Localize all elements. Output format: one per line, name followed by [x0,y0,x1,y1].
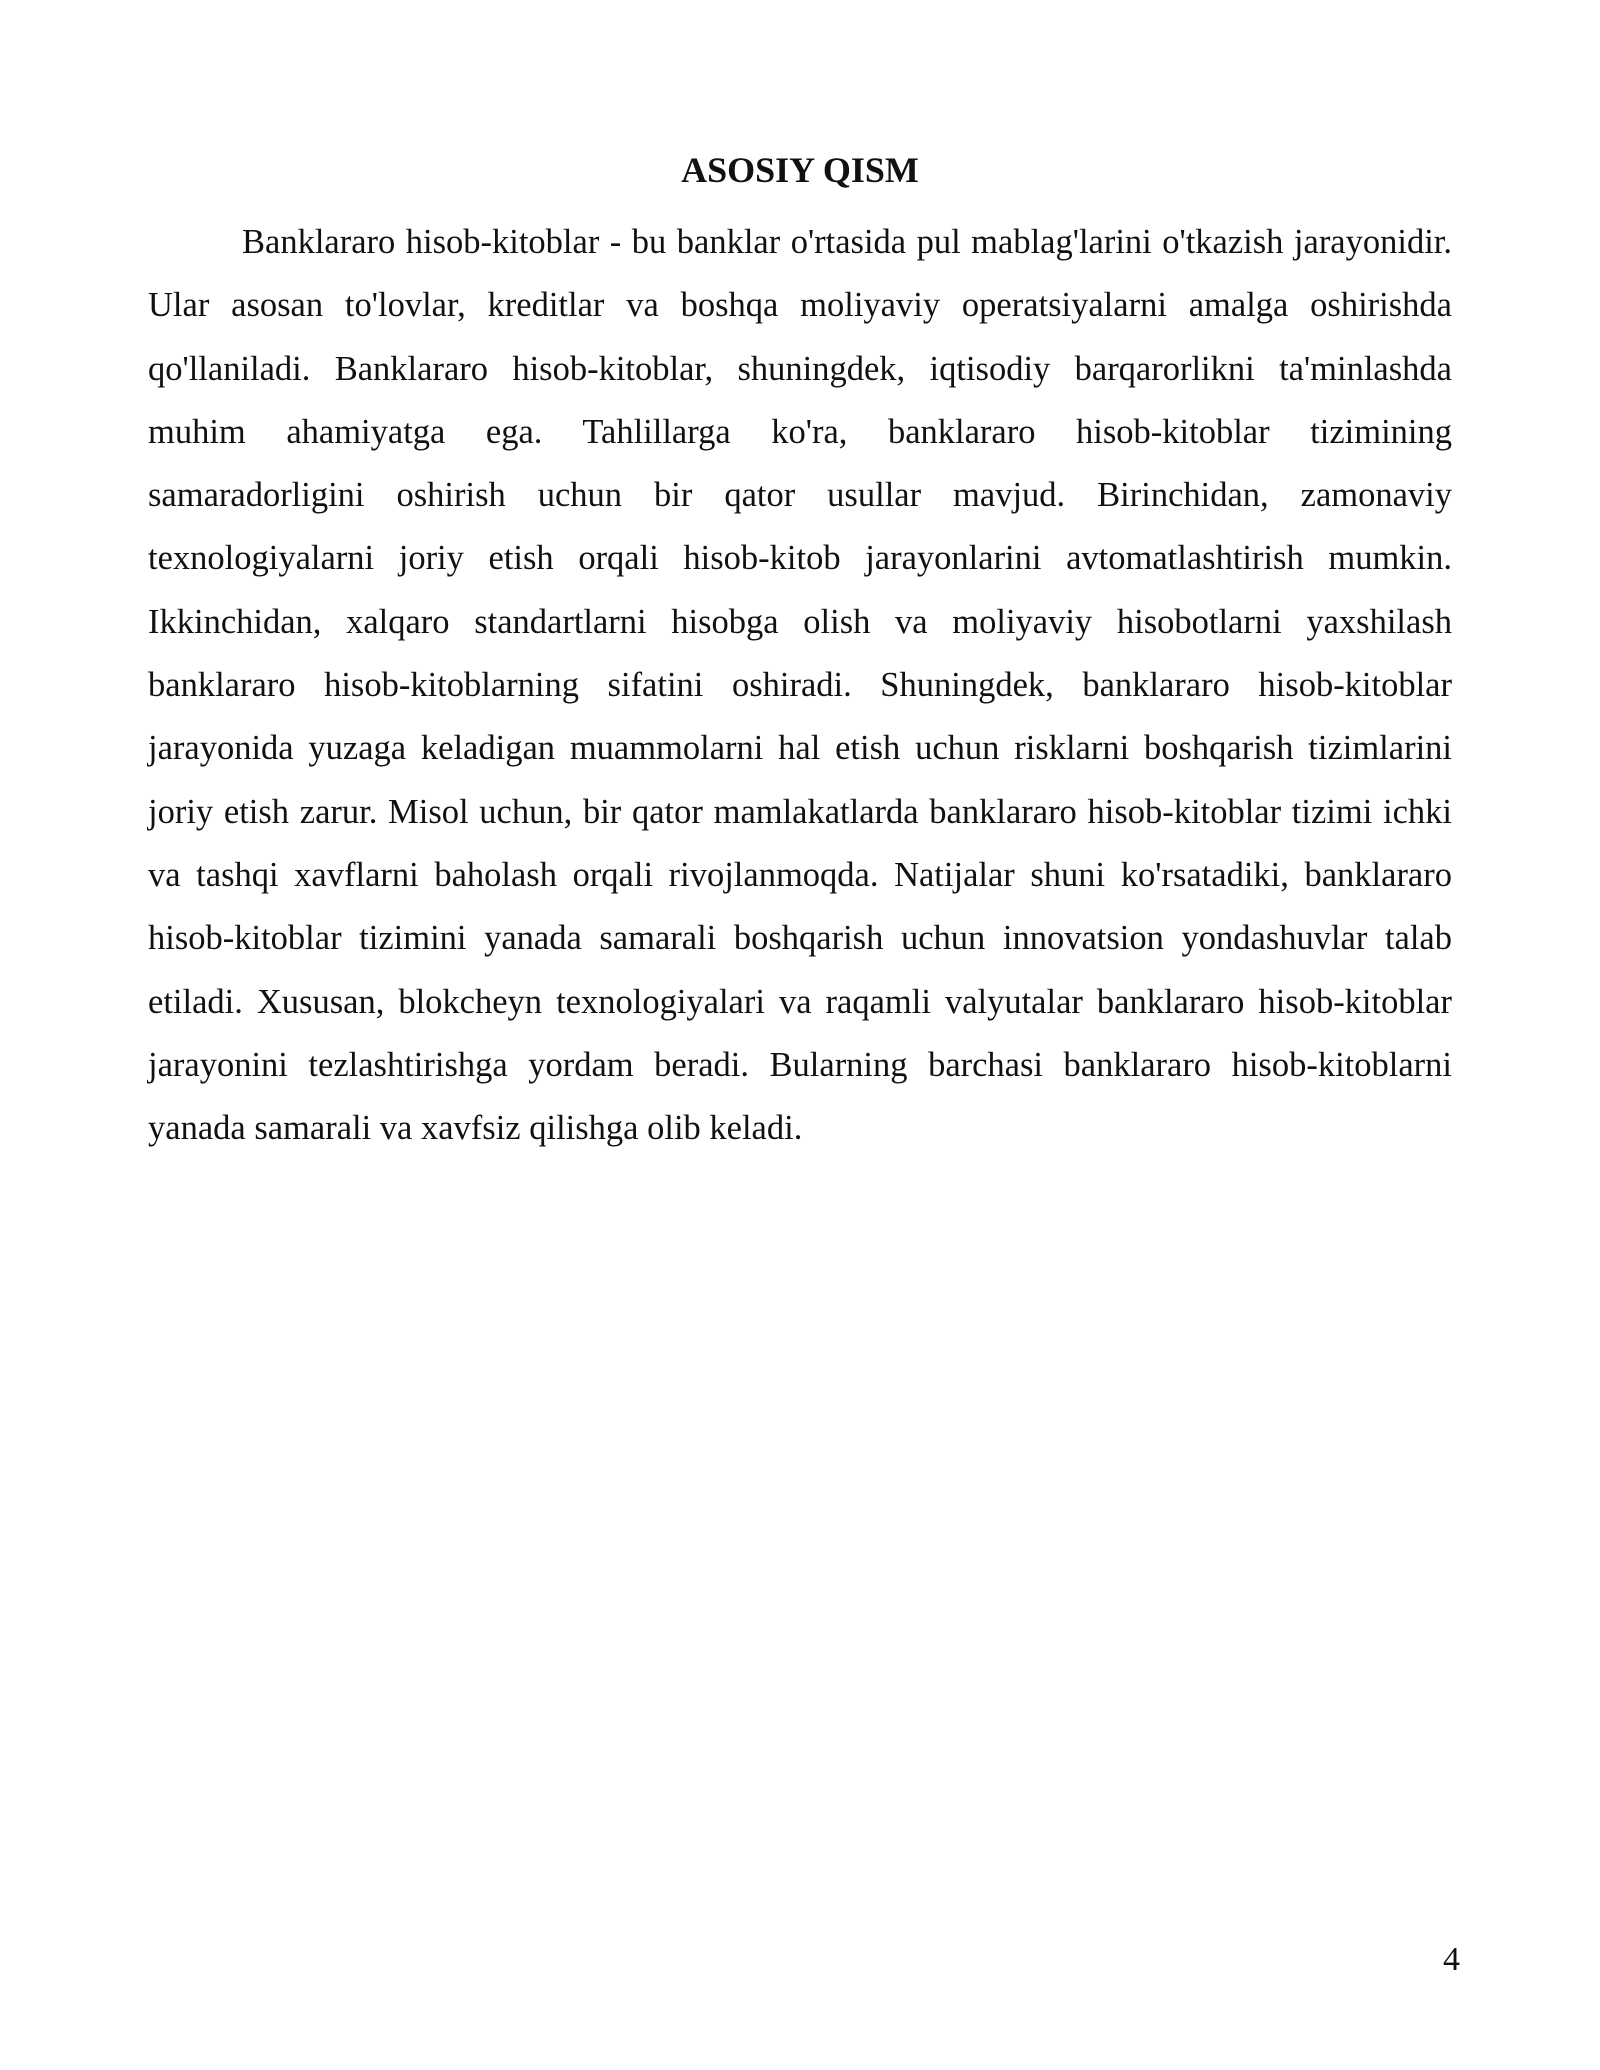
section-heading: ASOSIY QISM [681,150,919,190]
page-number: 4 [1443,1941,1460,1978]
body-paragraph: Banklararo hisob-kitoblar - bu banklar o'rtasida pul mablag'larini o'tkazish jarayonidir. Ular asosan to'lovlar, kreditlar va boshqa moliyaviy operatsiyalarni amalga oshirishda qo'llaniladi. Banklararo hisob-kitoblar, shuningdek, iqtisodiy barqarorlikni ta'minlashda muhim ahamiyatga ega. Tahlillarga ko'ra, banklararo hisob-kitoblar tizimining samaradorligini oshirish uchun bir qator usullar mavjud. Birinchidan, zamonaviy texnologiyalarni joriy etish orqali hisob-kitob jarayonlarini avtomatlashtirish mumkin. Ikkinchidan, xalqaro standartlarni hisobga olish va moliyaviy hisobotlarni yaxshilash banklararo hisob-kitoblarning sifatini oshiradi. Shuningdek, banklararo hisob-kitoblar jarayonida yuzaga keladigan muammolarni hal etish uchun risklarni boshqarish tizimlarini joriy etish zarur. Misol uchun, bir qator mamlakatlarda banklararo hisob-kitoblar tizimi ichki va tashqi xavflarni baholash orqali rivojlanmoqda. Natijalar shuni ko'rsatadiki, banklararo hisob-kitoblar tizimini yanada samarali boshqarish uchun innovatsion yondashuvlar talab etiladi. Xususan, blokcheyn texnologiyalari va raqamli valyutalar banklararo hisob-kitoblar jarayonini tezlashtirishga yordam beradi. Bularning barchasi banklararo hisob-kitoblarni yanada samarali va xavfsiz qilishga olib keladi. [148,223,1452,1148]
